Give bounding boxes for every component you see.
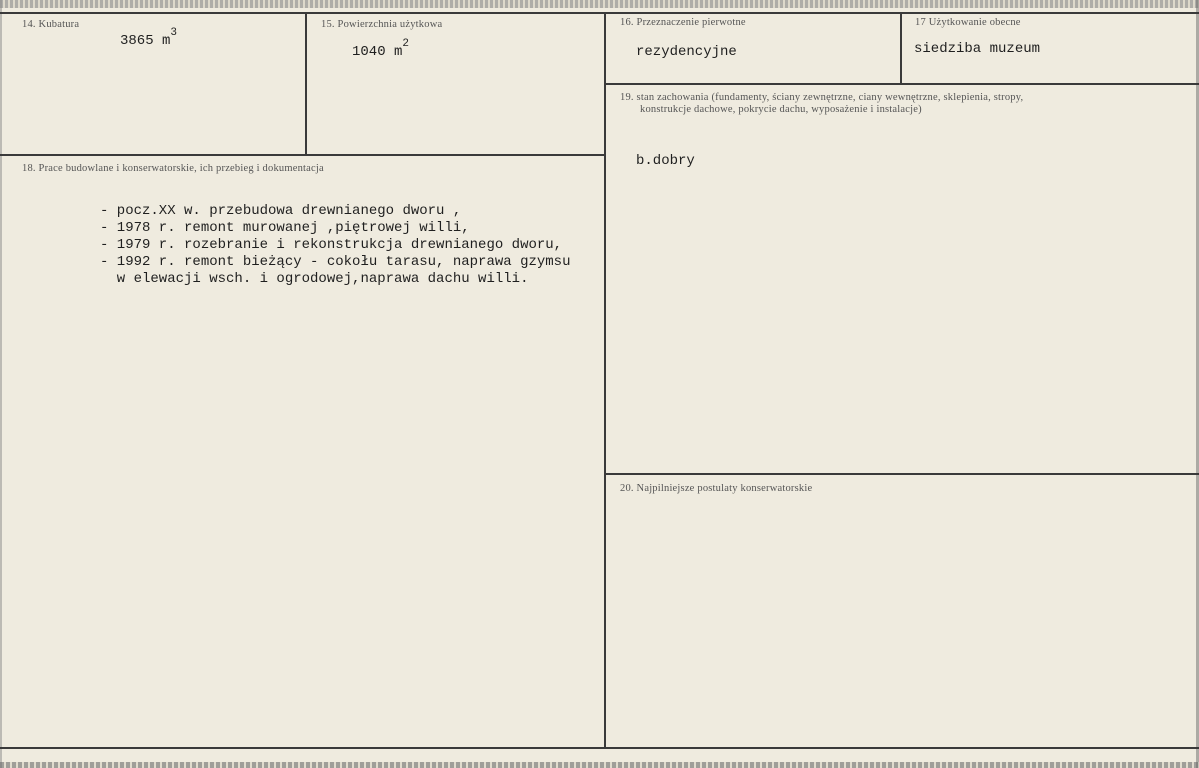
card-top-edge	[0, 0, 1199, 8]
field-14-superscript: 3	[170, 27, 178, 39]
rule-above-20	[606, 473, 1199, 475]
field-19-label-line2: konstrukcje dachowe, pokrycie dachu, wyposażenie i instalacje)	[640, 104, 922, 115]
field-14-value	[120, 27, 178, 49]
top-rule	[0, 12, 1199, 14]
divider-16-17	[900, 12, 902, 84]
field-16-value: rezydencyjne	[636, 44, 737, 60]
field-19-label-line1: 19. stan zachowania (fundamenty, ściany zewnętrzne, ciany wewnętrzne, sklepienia, stropy,	[620, 92, 1024, 103]
field-18-works-list	[100, 203, 570, 288]
divider-14-15	[305, 12, 307, 155]
bottom-rule	[0, 747, 1199, 749]
field-15-label: 15. Powierzchnia użytkowa	[321, 19, 443, 30]
rule-under-16-17	[606, 83, 1199, 85]
work-item: - 1992 r. remont bieżący - cokołu tarasu, naprawa gzymsu	[100, 254, 571, 270]
rule-under-14-15	[0, 154, 605, 156]
field-17-label: 17 Użytkowanie obecne	[915, 17, 1021, 28]
divider-main-vertical	[604, 12, 606, 747]
field-16-label: 16. Przeznaczenie pierwotne	[620, 17, 746, 28]
field-19-value: b.dobry	[636, 153, 695, 169]
work-item: - 1979 r. rozebranie i rekonstrukcja drewnianego dworu,	[100, 237, 563, 253]
field-15-superscript: 2	[402, 38, 410, 50]
card-bottom-edge	[0, 762, 1199, 768]
field-15-number: 1040 m	[352, 44, 403, 60]
card-left-edge	[0, 0, 2, 768]
field-20-label: 20. Najpilniejsze postulaty konserwatorskie	[620, 483, 813, 494]
field-18-label: 18. Prace budowlane i konserwatorskie, ich przebieg i dokumentacja	[22, 163, 324, 174]
field-14-number: 3865 m	[120, 33, 171, 49]
work-item: - pocz.XX w. przebudowa drewnianego dworu ,	[100, 203, 462, 219]
field-15-value	[352, 38, 410, 60]
field-17-value: siedziba muzeum	[914, 41, 1041, 57]
work-item-continuation: w elewacji wsch. i ogrodowej,naprawa dachu willi.	[100, 271, 529, 287]
field-14-label: 14. Kubatura	[22, 19, 80, 30]
work-item: - 1978 r. remont murowanej ,piętrowej willi,	[100, 220, 470, 236]
